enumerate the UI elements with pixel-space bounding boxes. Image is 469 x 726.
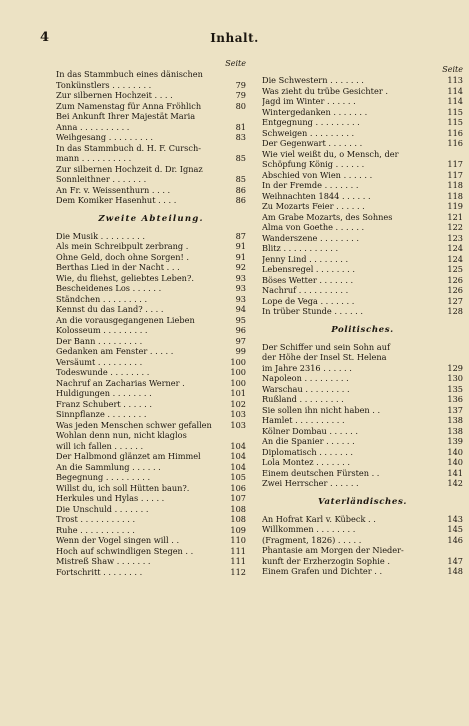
toc-entry-title: Zwei Herrscher . . . . . .	[262, 478, 359, 488]
toc-entry	[56, 430, 246, 451]
toc-entry-title: Fortschritt . . . . . . . .	[56, 566, 143, 577]
toc-entry	[56, 567, 246, 578]
toc-entry-title: Dem Komiker Hasenhut . . . .	[56, 195, 177, 205]
toc-entry-page: 91	[235, 251, 246, 262]
toc-entry	[56, 315, 246, 326]
toc-entry-title: Weihgesang . . . . . . . . .	[56, 132, 154, 142]
toc-entry-page: 121	[447, 211, 463, 222]
toc-entry-page: 83	[235, 132, 246, 142]
toc-entry-page: 91	[235, 241, 246, 251]
toc-entry-title: Zum Namenstag für Anna Fröhlich	[56, 100, 202, 111]
toc-entry-title: Kölner Dombau . . . . . .	[262, 425, 358, 436]
toc-entry-page: 124	[447, 253, 463, 264]
toc-entry-page: 102	[230, 398, 246, 409]
toc-entry-title: Zur silbernen Hochzeit d. Dr. Ignaz Sonnleithner . . . . . . .	[56, 163, 203, 184]
toc-entry	[262, 566, 463, 577]
toc-entry	[56, 283, 246, 294]
toc-entry-page: 100	[230, 356, 246, 367]
toc-entry-title: Weihnachten 1844 . . . . . .	[262, 190, 371, 201]
toc-entry-page: 93	[235, 272, 246, 283]
toc-entry-title: Kennst du das Land? . . . .	[56, 304, 164, 314]
toc-entry-title: Die Unschuld . . . . . . .	[56, 503, 149, 514]
toc-entry	[56, 525, 246, 536]
toc-entry	[262, 212, 463, 223]
toc-entry	[56, 325, 246, 336]
toc-entry	[56, 483, 246, 494]
toc-entry-title: Hamlet . . . . . . . . . .	[262, 415, 345, 425]
toc-entry-title: Zu Mozarts Feier . . . . . .	[262, 201, 365, 211]
toc-entry	[56, 273, 246, 284]
toc-entry	[262, 384, 463, 395]
toc-entry-page: 104	[230, 451, 246, 461]
toc-entry	[56, 195, 246, 206]
toc-entry-title: Der Schiffer und sein Sohn auf der Höhe der Insel St. Helena im Jahre 2316 . . . . . .	[262, 341, 390, 373]
toc-entry-page: 97	[235, 335, 246, 346]
toc-entry	[56, 399, 246, 410]
toc-entry	[262, 394, 463, 405]
toc-entry-title: In das Stammbuch eines dänischen Tonkünstlers . . . . . . . .	[56, 69, 203, 90]
toc-entry-title: Einem Grafen und Dichter . .	[262, 566, 383, 576]
toc-entry-page: 130	[447, 373, 463, 383]
toc-entry-page: 104	[230, 440, 246, 451]
toc-entry-title: An die Spanier . . . . . .	[262, 436, 355, 446]
toc-entry-title: (Fragment, 1826) . . . . .	[262, 534, 362, 545]
section-heading-vaterlaendisches: Vaterländisches.	[318, 496, 407, 507]
toc-entry	[262, 107, 463, 118]
toc-entry	[56, 231, 246, 242]
toc-entry	[56, 388, 246, 399]
toc-entry-page: 138	[447, 425, 463, 436]
section-heading-zweite-abteilung: Zweite Abteilung.	[98, 213, 204, 224]
toc-entry-page: 116	[447, 138, 463, 148]
toc-entry-title: Der Gegenwart . . . . . . .	[262, 138, 363, 148]
toc-entry	[262, 457, 463, 468]
toc-list-left-2	[56, 231, 246, 578]
toc-entry	[56, 252, 246, 263]
toc-entry-page: 117	[447, 159, 463, 169]
toc-entry-page: 79	[235, 90, 246, 100]
toc-entry-title: Begegnung . . . . . . . . .	[56, 472, 151, 482]
toc-entry-title: Jagd im Winter . . . . . .	[262, 96, 356, 106]
toc-entry	[56, 472, 246, 483]
toc-entry-title: Wanderszene . . . . . . . .	[262, 232, 359, 243]
toc-entry	[56, 504, 246, 515]
toc-entry-page: 95	[235, 314, 246, 325]
toc-entry-page: 100	[230, 367, 246, 377]
toc-entry-page: 145	[447, 524, 463, 534]
toc-entry-title: Willkommen . . . . . . . .	[262, 524, 356, 534]
toc-entry	[56, 357, 246, 368]
toc-entry-page: 128	[447, 306, 463, 316]
toc-entry	[262, 436, 463, 447]
toc-entry-title: Alma von Goethe . . . . . .	[262, 222, 365, 232]
toc-entry-title: Blitz . . . . . . . . . . .	[262, 243, 339, 253]
toc-entry	[56, 546, 246, 557]
toc-entry	[56, 556, 246, 567]
toc-entry	[262, 535, 463, 546]
seite-label-right: Seite	[442, 65, 463, 74]
toc-entry-page: 113	[447, 75, 463, 85]
toc-entry-title: An Fr. v. Weissenthurn . . . .	[56, 184, 171, 195]
toc-entry-page: 126	[447, 274, 463, 285]
toc-entry-title: Wintergedanken . . . . . . .	[262, 106, 368, 117]
toc-entry-page: 109	[230, 524, 246, 535]
toc-entry-page: 115	[447, 106, 463, 117]
toc-entry-page: 85	[235, 153, 246, 163]
toc-entry-page: 87	[235, 230, 246, 241]
toc-entry	[56, 378, 246, 389]
toc-entry-page: 123	[447, 232, 463, 243]
toc-entry-title: Versäumt . . . . . . . . .	[56, 356, 143, 367]
toc-entry-page: 99	[235, 346, 246, 356]
toc-entry-title: Die Schwestern . . . . . . .	[262, 75, 364, 85]
toc-entry	[56, 69, 246, 90]
toc-entry-title: An die Sammlung . . . . . .	[56, 461, 161, 472]
toc-entry-title: Schweigen . . . . . . . . .	[262, 127, 355, 138]
toc-entry	[56, 346, 246, 357]
toc-entry	[56, 132, 246, 143]
toc-entry-title: Jenny Lind . . . . . . . .	[262, 253, 349, 264]
toc-entry-page: 80	[235, 100, 246, 111]
toc-entry-title: Lola Montez . . . . . . .	[262, 457, 350, 467]
toc-entry-page: 146	[447, 534, 463, 545]
toc-entry-page: 139	[447, 436, 463, 446]
toc-entry-page: 81	[235, 121, 246, 132]
toc-entry-page: 85	[235, 174, 246, 184]
toc-entry-page: 112	[230, 566, 246, 577]
toc-entry	[262, 138, 463, 149]
toc-entry-title: Todeswunde . . . . . . . .	[56, 367, 150, 377]
toc-entry	[56, 241, 246, 252]
toc-entry-title: Willst du, ich soll Hütten baun?.	[56, 482, 190, 493]
toc-entry-title: Die Musik . . . . . . . . .	[56, 230, 145, 241]
toc-entry-title: Böses Wetter . . . . . . .	[262, 274, 354, 285]
toc-entry-page: 93	[235, 283, 246, 293]
toc-entry	[262, 86, 463, 97]
toc-entry	[56, 304, 246, 315]
toc-entry-title: Diplomatisch . . . . . . .	[262, 446, 354, 457]
toc-entry-title: Wie viel weißt du, o Mensch, der Schöpfung König . . . . . .	[262, 148, 399, 169]
toc-entry-title: Huldigungen . . . . . . . .	[56, 388, 152, 398]
toc-entry	[56, 451, 246, 462]
toc-entry-page: 140	[447, 446, 463, 457]
toc-entry-page: 79	[235, 79, 246, 90]
toc-entry	[56, 262, 246, 273]
toc-entry-page: 141	[447, 467, 463, 478]
toc-entry-title: Lope de Vega . . . . . . .	[262, 295, 355, 306]
toc-entry-title: Franz Schubert . . . . . .	[56, 398, 152, 409]
toc-entry-title: Sinnpflanze . . . . . . . .	[56, 409, 147, 419]
toc-list-right-2	[262, 342, 463, 489]
toc-entry-title: Was zieht du trübe Gesichter .	[262, 85, 388, 96]
toc-entry-page: 86	[235, 195, 246, 205]
toc-entry-title: An Hofrat Karl v. Kübeck . .	[262, 513, 376, 524]
toc-entry-title: Bei Ankunft Ihrer Majestät Maria Anna . . . . . . . . . .	[56, 111, 196, 132]
toc-entry-page: 86	[235, 184, 246, 195]
toc-entry	[262, 264, 463, 275]
toc-entry-title: Was jeden Menschen schwer gefallen	[56, 419, 212, 430]
toc-entry-title: Lebensregel . . . . . . . .	[262, 264, 355, 274]
toc-entry-title: Gedanken am Fenster . . . . .	[56, 346, 174, 356]
toc-entry-title: Als mein Schreibpult zerbrang .	[56, 241, 189, 251]
toc-entry-title: An die vorausgegangenen Lieben	[56, 314, 195, 325]
toc-entry-page: 100	[230, 377, 246, 388]
toc-entry-page: 94	[235, 304, 246, 314]
toc-entry-page: 104	[230, 461, 246, 472]
toc-entry-page: 115	[447, 117, 463, 127]
toc-entry	[262, 170, 463, 181]
toc-entry-page: 101	[230, 388, 246, 398]
toc-entry-title: Rußland . . . . . . . . .	[262, 394, 344, 404]
toc-entry-title: In trüber Stunde . . . . . .	[262, 306, 363, 316]
toc-entry-title: Nachruf an Zacharias Werner .	[56, 377, 185, 388]
toc-entry-page: 118	[447, 190, 463, 201]
toc-entry	[262, 285, 463, 296]
toc-left-column	[56, 58, 246, 577]
toc-entry	[262, 342, 463, 374]
toc-entry-title: Wie, du fliehst, geliebtes Leben?.	[56, 272, 194, 283]
toc-entry-title: Ruhe . . . . . . . . . . .	[56, 524, 135, 535]
toc-entry-page: 114	[447, 96, 463, 106]
toc-entry-page: 118	[447, 180, 463, 190]
toc-entry-page: 143	[447, 513, 463, 524]
toc-entry-page: 92	[235, 262, 246, 272]
toc-entry-title: Wenn der Vogel singen will . .	[56, 535, 180, 545]
toc-entry	[262, 180, 463, 191]
toc-entry-page: 127	[447, 295, 463, 306]
toc-entry	[262, 296, 463, 307]
seite-label-left: Seite	[225, 59, 246, 68]
toc-entry	[262, 468, 463, 479]
toc-entry-page: 111	[230, 556, 246, 566]
toc-entry-page: 110	[230, 535, 246, 545]
toc-entry	[262, 75, 463, 86]
toc-entry	[262, 275, 463, 286]
toc-entry-page: 93	[235, 293, 246, 304]
toc-entry-title: Zur silbernen Hochzeit . . . .	[56, 90, 173, 100]
toc-entry-title: Berthas Lied in der Nacht . . .	[56, 262, 180, 272]
toc-list-right-3	[262, 514, 463, 577]
section-heading-politisches: Politisches.	[331, 324, 394, 335]
toc-entry-title: Einem deutschen Fürsten . .	[262, 467, 380, 478]
toc-entry	[262, 514, 463, 525]
toc-entry-page: 108	[230, 503, 246, 514]
toc-entry	[262, 243, 463, 254]
toc-entry-page: 124	[447, 243, 463, 253]
toc-entry-title: Nachruf . . . . . . . . . .	[262, 285, 349, 295]
toc-entry-page: 135	[447, 383, 463, 394]
toc-entry-page: 105	[230, 472, 246, 482]
toc-entry-title: Phantasie am Morgen der Nieder- kunft der Erzherzogin Sophie .	[262, 545, 404, 566]
toc-entry-page: 140	[447, 457, 463, 467]
toc-entry-page: 138	[447, 415, 463, 425]
toc-entry-title: Abschied von Wien . . . . . .	[262, 169, 373, 180]
toc-entry-title: Mistreß Shaw . . . . . . .	[56, 556, 151, 566]
toc-entry	[56, 336, 246, 347]
toc-entry-title: Der Halbmond glänzet am Himmel	[56, 451, 201, 461]
toc-entry-page: 116	[447, 127, 463, 138]
toc-entry-page: 114	[447, 85, 463, 96]
toc-entry-page: 126	[447, 285, 463, 295]
toc-entry-page: 125	[447, 264, 463, 274]
toc-entry-page: 148	[447, 566, 463, 576]
toc-entry-page: 106	[230, 482, 246, 493]
toc-entry-title: Napoleon . . . . . . . . .	[262, 373, 349, 383]
toc-entry-page: 96	[235, 325, 246, 335]
toc-entry-page: 117	[447, 169, 463, 180]
toc-entry-title: Wohlan denn nun, nicht klaglos will ich fallen . . . . . .	[56, 430, 187, 451]
toc-list-left-1	[56, 69, 246, 206]
toc-entry-title: Bescheidenes Los . . . . . .	[56, 283, 162, 293]
toc-entry-page: 137	[447, 404, 463, 415]
toc-entry	[262, 149, 463, 170]
toc-entry	[262, 447, 463, 458]
toc-list-right-1	[262, 75, 463, 317]
toc-entry	[56, 185, 246, 196]
toc-entry	[56, 367, 246, 378]
toc-entry	[262, 373, 463, 384]
toc-entry-page: 119	[447, 201, 463, 211]
toc-entry	[262, 96, 463, 107]
toc-entry	[56, 409, 246, 420]
toc-entry-title: Kolosseum . . . . . . . . .	[56, 325, 148, 335]
toc-entry	[56, 294, 246, 305]
toc-entry-page: 147	[447, 555, 463, 566]
toc-entry	[56, 535, 246, 546]
toc-entry	[262, 191, 463, 202]
toc-entry	[262, 478, 463, 489]
toc-entry-title: In der Fremde . . . . . . .	[262, 180, 359, 190]
toc-entry	[262, 306, 463, 317]
toc-entry	[262, 415, 463, 426]
toc-entry-page: 111	[230, 545, 246, 556]
toc-entry	[56, 420, 246, 431]
toc-entry	[56, 143, 246, 164]
toc-entry	[56, 101, 246, 112]
toc-entry-page: 107	[230, 493, 246, 503]
toc-entry	[262, 201, 463, 212]
toc-entry-title: Trost . . . . . . . . . . .	[56, 514, 136, 524]
toc-entry	[262, 128, 463, 139]
toc-entry-page: 108	[230, 514, 246, 524]
toc-entry-page: 103	[230, 409, 246, 419]
toc-entry-title: Ohne Geld, doch ohne Sorgen! .	[56, 251, 190, 262]
page-title: Inhalt.	[210, 31, 259, 45]
toc-entry-page: 142	[447, 478, 463, 488]
toc-entry-title: Hoch auf schwindligen Stegen . .	[56, 545, 194, 556]
toc-entry	[262, 233, 463, 244]
toc-entry-page: 129	[447, 362, 463, 373]
toc-entry	[262, 405, 463, 416]
toc-entry-title: Ständchen . . . . . . . . .	[56, 293, 148, 304]
toc-entry	[262, 117, 463, 128]
toc-entry	[262, 222, 463, 233]
toc-entry	[56, 164, 246, 185]
toc-right-column	[262, 58, 463, 577]
toc-entry-page: 103	[230, 419, 246, 430]
toc-entry	[262, 545, 463, 566]
toc-entry-title: Sie sollen ihn nicht haben . .	[262, 404, 381, 415]
toc-entry	[262, 524, 463, 535]
toc-entry	[56, 493, 246, 504]
toc-entry-title: Am Grabe Mozarts, des Sohnes	[262, 211, 393, 222]
toc-entry	[56, 90, 246, 101]
toc-entry-title: Entgegnung . . . . . . . . .	[262, 117, 360, 127]
page-number: 4	[40, 30, 50, 45]
toc-entry	[262, 254, 463, 265]
toc-entry	[56, 111, 246, 132]
toc-entry	[262, 426, 463, 437]
toc-entry-page: 136	[447, 394, 463, 404]
toc-entry-title: Der Bann . . . . . . . . .	[56, 335, 143, 346]
toc-entry-title: Herkules und Hylas . . . . .	[56, 493, 165, 503]
toc-entry	[56, 462, 246, 473]
toc-entry	[56, 514, 246, 525]
toc-entry-title: In das Stammbuch d. H. F. Cursch- mann . . . . . . . . . .	[56, 142, 201, 163]
toc-entry-title: Warschau . . . . . . . . .	[262, 383, 350, 394]
toc-entry-page: 122	[447, 222, 463, 232]
